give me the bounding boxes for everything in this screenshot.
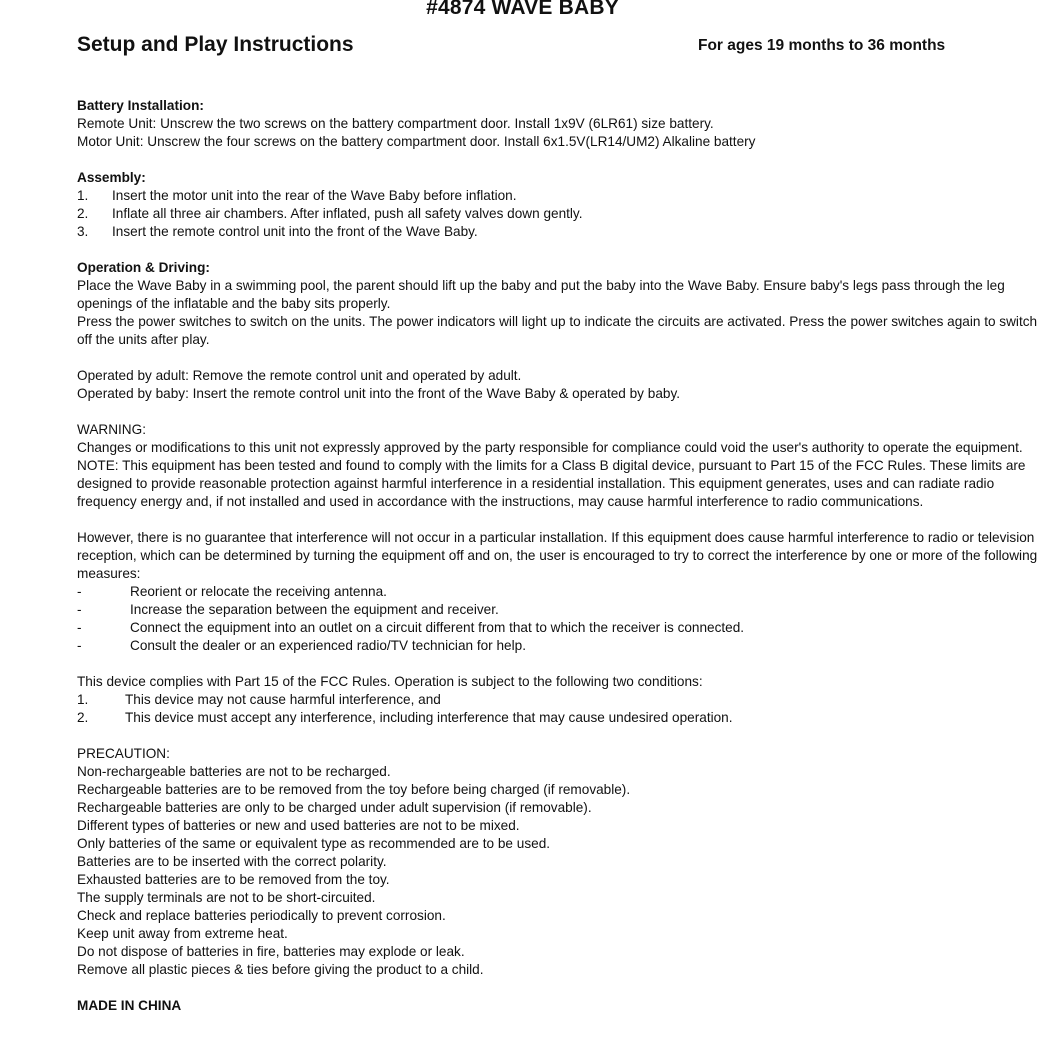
assembly-section — [77, 169, 1045, 241]
operation-paragraph: Place the Wave Baby in a swimming pool, the parent should lift up the baby and put the baby into the Wave Baby. Ensure baby's legs pass through the leg openings of the inflatable and the baby sits properly. — [77, 278, 1005, 311]
step-text: Inflate all three air chambers. After inflated, push all safety valves down gently. — [112, 206, 583, 221]
precaution-heading: PRECAUTION: — [77, 746, 170, 761]
precaution-line: Different types of batteries or new and used batteries are not to be mixed. — [77, 818, 520, 833]
precaution-line: Keep unit away from extreme heat. — [77, 926, 288, 941]
operation-section — [77, 259, 1045, 403]
document-body — [77, 97, 1045, 1015]
battery-remote-line: Remote Unit: Unscrew the two screws on the battery compartment door. Install 1x9V (6LR61) size battery. — [77, 116, 714, 131]
measure-text: Reorient or relocate the receiving antenna. — [130, 584, 387, 599]
operation-heading: Operation & Driving: — [77, 260, 210, 275]
measure-text: Consult the dealer or an experienced radio/TV technician for help. — [130, 638, 526, 653]
condition-text: This device must accept any interference, including interference that may cause undesired operation. — [125, 710, 733, 725]
warning-heading: WARNING: — [77, 422, 146, 437]
step-number: 3. — [77, 224, 89, 239]
precaution-line: Exhausted batteries are to be removed from the toy. — [77, 872, 390, 887]
measure-item — [77, 637, 1045, 655]
precaution-line: Batteries are to be inserted with the correct polarity. — [77, 854, 387, 869]
modifications-paragraph: Changes or modifications to this unit not expressly approved by the party responsible for compliance could void the user's authority to operate the equipment. — [77, 440, 1023, 455]
operated-by-baby: Operated by baby: Insert the remote control unit into the front of the Wave Baby & operated by baby. — [77, 386, 681, 401]
operated-by-adult: Operated by adult: Remove the remote control unit and operated by adult. — [77, 368, 522, 383]
battery-motor-line: Motor Unit: Unscrew the four screws on the battery compartment door. Install 6x1.5V(LR14/UM2) Alkaline battery — [77, 134, 756, 149]
age-range: For ages 19 months to 36 months — [698, 37, 946, 54]
power-paragraph: Press the power switches to switch on the units. The power indicators will light up to indicate the circuits are activated. Press the power switches again to switch off the units after play. — [77, 314, 1038, 347]
battery-installation-section — [77, 97, 1045, 151]
precaution-line: Non-rechargeable batteries are not to be recharged. — [77, 764, 391, 779]
condition-number: 2. — [77, 710, 89, 725]
assembly-step — [77, 223, 1045, 241]
assembly-step — [77, 205, 1045, 223]
precaution-line: Remove all plastic pieces & ties before giving the product to a child. — [77, 962, 484, 977]
condition-item — [77, 691, 1045, 709]
bullet-dash: - — [77, 620, 82, 635]
assembly-step — [77, 187, 1045, 205]
fcc-compliance-paragraph: This device complies with Part 15 of the FCC Rules. Operation is subject to the following two conditions: — [77, 674, 703, 689]
fcc-note-paragraph: NOTE: This equipment has been tested and found to comply with the limits for a Class B digital device, pursuant to Part 15 of the FCC Rules. These limits are designed to provide reasonable protection against harmful interference in a residential installation. This equipment generates, uses and can radiate radio frequency energy and, if not installed and used in accordance with the instructions, may cause harmful interference to radio communications. — [77, 458, 1026, 509]
step-text: Insert the remote control unit into the front of the Wave Baby. — [112, 224, 478, 239]
precaution-line: Do not dispose of batteries in fire, batteries may explode or leak. — [77, 944, 465, 959]
measure-text: Increase the separation between the equipment and receiver. — [130, 602, 499, 617]
measure-item — [77, 619, 1045, 637]
step-text: Insert the motor unit into the rear of the Wave Baby before inflation. — [112, 188, 517, 203]
measure-item — [77, 583, 1045, 601]
bullet-dash: - — [77, 602, 82, 617]
warning-section — [77, 421, 1045, 727]
precaution-line: The supply terminals are not to be short-circuited. — [77, 890, 376, 905]
made-in-china-label: MADE IN CHINA — [77, 998, 182, 1013]
battery-heading: Battery Installation: — [77, 98, 204, 113]
step-number: 1. — [77, 188, 89, 203]
precaution-line: Rechargeable batteries are to be removed from the toy before being charged (if removable). — [77, 782, 631, 797]
condition-item — [77, 709, 1045, 727]
measure-text: Connect the equipment into an outlet on a circuit different from that to which the receiver is connected. — [130, 620, 745, 635]
bullet-dash: - — [77, 638, 82, 653]
document-subtitle: Setup and Play Instructions — [77, 33, 354, 56]
precaution-line: Check and replace batteries periodically to prevent corrosion. — [77, 908, 446, 923]
precaution-line: Rechargeable batteries are only to be charged under adult supervision (if removable). — [77, 800, 592, 815]
precaution-section — [77, 745, 1045, 979]
assembly-heading: Assembly: — [77, 170, 146, 185]
condition-text: This device may not cause harmful interference, and — [125, 692, 441, 707]
step-number: 2. — [77, 206, 89, 221]
document-title: #4874 WAVE BABY — [426, 0, 619, 19]
interference-paragraph: However, there is no guarantee that interference will not occur in a particular installation. If this equipment does cause harmful interference to radio or television reception, which can be determined by turning the equipment off and on, the user is encouraged to try to correct the interference by one or more of the following measures: — [77, 530, 1038, 581]
measure-item — [77, 601, 1045, 619]
bullet-dash: - — [77, 584, 82, 599]
precaution-line: Only batteries of the same or equivalent type as recommended are to be used. — [77, 836, 551, 851]
condition-number: 1. — [77, 692, 89, 707]
